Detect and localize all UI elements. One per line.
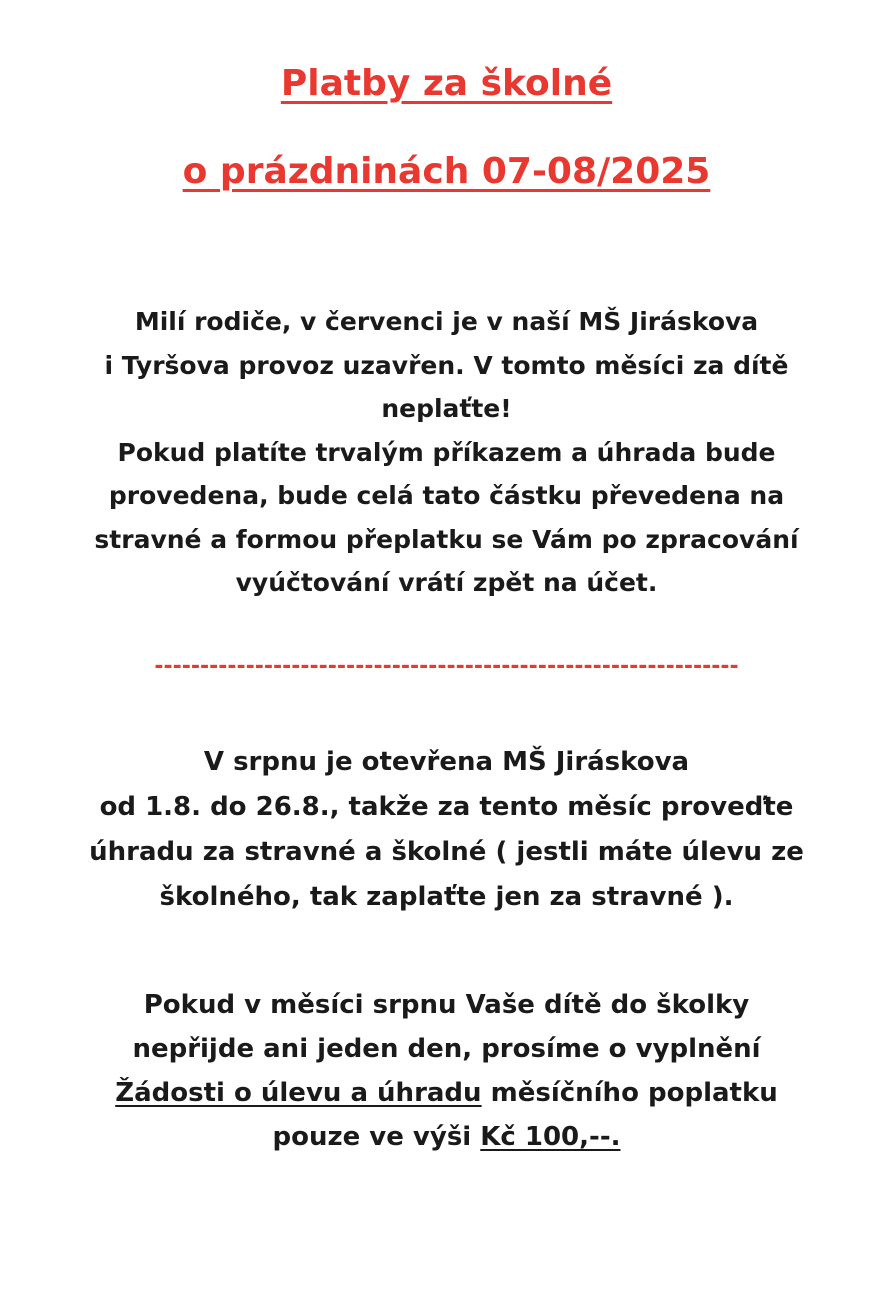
absence-notice-line bbox=[40, 1071, 853, 1115]
july-notice-line: Milí rodiče, v červenci je v naší MŠ Jiráskova bbox=[134, 307, 759, 336]
august-notice-line: úhradu za stravné a školné ( jestli máte úlevu ze bbox=[89, 837, 804, 867]
july-notice-line: i Tyršova provoz uzavřen. V tomto měsíci za dítě bbox=[104, 350, 789, 380]
august-notice-paragraph bbox=[40, 740, 853, 920]
absence-notice-text: pouze ve výši bbox=[272, 1122, 481, 1152]
absence-notice-paragraph bbox=[40, 983, 853, 1159]
absence-notice-line: Pokud v měsíci srpnu Vaše dítě do školky bbox=[143, 990, 750, 1020]
absence-notice-line: nepřijde ani jeden den, prosíme o vyplnění bbox=[132, 1034, 761, 1064]
july-notice-line: stravné a formou přeplatku se Vám po zpracování bbox=[94, 524, 799, 554]
july-notice-paragraph bbox=[40, 300, 853, 605]
fee-amount: Kč 100,--. bbox=[480, 1122, 621, 1152]
absence-notice-line bbox=[40, 1115, 853, 1159]
absence-notice-text: měsíčního poplatku bbox=[481, 1078, 778, 1108]
july-notice-line: vyúčtování vrátí zpět na účet. bbox=[235, 568, 658, 597]
dashed-divider: ---------------------------------------------------------------- bbox=[154, 654, 739, 679]
august-notice-line: školného, tak zaplaťte jen za stravné ). bbox=[159, 882, 734, 912]
relief-request-form-link[interactable]: Žádosti o úlevu a úhradu bbox=[115, 1078, 482, 1108]
july-notice-line: provedena, bude celá tato částku převedena na bbox=[108, 481, 785, 510]
july-notice-line: Pokud platíte trvalým příkazem a úhrada bude bbox=[117, 437, 776, 467]
august-notice-line: od 1.8. do 26.8., takže za tento měsíc proveďte bbox=[99, 792, 794, 822]
july-notice-line: neplaťte! bbox=[381, 394, 512, 423]
page-title: Platby za školné bbox=[280, 63, 613, 104]
page-subtitle: o prázdninách 07-08/2025 bbox=[182, 151, 711, 192]
august-notice-line: V srpnu je otevřena MŠ Jiráskova bbox=[203, 747, 690, 777]
